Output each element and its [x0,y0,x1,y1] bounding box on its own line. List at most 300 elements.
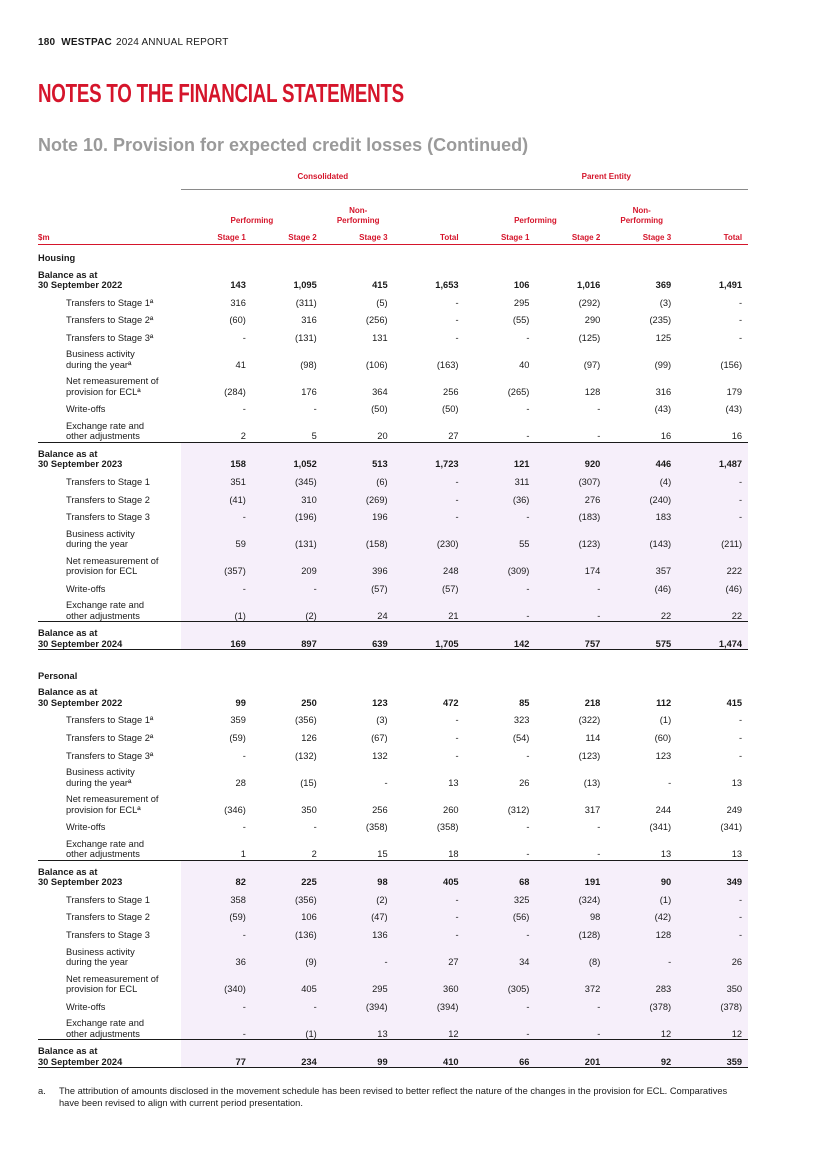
row-label: Exchange rate and other adjustments [66,838,145,860]
table-row [38,505,748,523]
value-cell: 15 [377,849,388,860]
table-row [38,923,748,941]
value-cell: - [181,1012,252,1040]
value-cell: (131) [295,332,317,343]
value-cell: 472 [443,697,459,708]
table-row [38,968,748,995]
table-row [38,905,748,923]
value-cell: 295 [323,968,394,995]
value-cell: - [455,750,459,761]
non-performing-label: Non- Performing [336,205,380,225]
table-row [38,370,748,397]
value-cell: (340) [181,968,252,995]
table-row [38,577,748,595]
table-row [38,415,748,443]
value-cell: (322) [578,715,601,726]
value-cell: (56) [465,905,536,923]
value-cell: - [526,750,530,761]
value-cell: 295 [513,297,530,308]
value-cell: 176 [301,386,317,397]
value-cell: (324) [535,888,606,906]
value-cell: (57) [394,577,465,595]
footnote-label: a. [38,1086,46,1096]
footnote-text: The attribution of amounts disclosed in the movement schedule has been revised to better reflect the nature of the changes in the provision for ECL. Comparatives have been revised to align with current period presentation. [59,1086,728,1108]
value-cell: (307) [535,470,606,488]
value-cell: - [738,297,743,308]
value-cell: 55 [465,523,536,550]
value-cell: - [677,905,748,923]
row-label: Business activity during the year [66,528,135,550]
value-cell: 123 [655,750,672,761]
value-cell: (4) [606,470,677,488]
value-cell: - [394,470,465,488]
value-cell: - [526,332,530,343]
section-label: Personal [38,670,78,681]
group-consolidated: Consolidated [181,168,465,189]
row-label: Net remeasurement of provision for ECLª [66,794,159,815]
section-row [38,662,748,681]
value-cell: 364 [372,386,388,397]
value-cell: - [252,995,323,1013]
value-cell: 125 [655,332,672,343]
table-row [38,622,748,650]
row-label: Write-offs [66,1001,106,1012]
value-cell: (43) [654,404,672,415]
row-label: Transfers to Stage 2ª [66,315,154,326]
value-cell: (136) [252,923,323,941]
value-cell: (123) [535,523,606,550]
table-row [38,761,748,788]
row-label: Transfers to Stage 1ª [66,297,154,308]
value-cell: (196) [252,505,323,523]
value-cell: 209 [252,550,323,577]
table-row [38,681,748,708]
value-cell: 123 [372,697,388,708]
value-cell: - [465,1012,536,1040]
note-title: Note 10. Provision for expected credit losses (Continued) [38,135,529,155]
value-cell: 12 [394,1012,465,1040]
value-cell: - [677,505,748,523]
value-cell: - [677,888,748,906]
value-cell: 316 [655,386,672,397]
value-cell: 169 [181,622,252,650]
value-cell: (46) [606,577,677,595]
table-row [38,291,748,309]
table-row [38,744,748,762]
value-cell: - [455,315,459,326]
value-cell: 256 [372,804,388,815]
value-cell: (1) [659,715,672,726]
value-cell: (41) [181,488,252,506]
non-performing-label: Non- Performing [620,205,664,225]
value-cell: 2 [311,849,317,860]
report-title: 2024 ANNUAL REPORT [115,37,229,48]
value-cell: - [526,404,530,415]
value-cell: 126 [301,733,317,744]
value-cell: (8) [535,941,606,968]
row-label: Net remeasurement of provision for ECLª [66,376,159,397]
brand-name: WESTPAC [61,37,112,48]
table-row [38,550,748,577]
table-row [38,488,748,506]
col-header-stage3: Stage 3 [606,226,677,245]
col-header-stage1: Stage 1 [181,226,252,245]
value-cell: (211) [677,523,748,550]
value-cell: - [242,332,246,343]
value-cell: - [738,750,743,761]
table-row [38,708,748,726]
value-cell: 36 [181,941,252,968]
value-cell: 174 [535,550,606,577]
value-cell: 357 [606,550,677,577]
row-label: Transfers to Stage 3ª [66,332,154,343]
value-cell: 5 [311,431,317,442]
value-cell: - [738,332,743,343]
value-cell: 1,474 [677,622,748,650]
value-cell: 85 [519,697,530,708]
col-header-stage1: Stage 1 [465,226,536,245]
value-cell: 2 [240,431,246,442]
value-cell: (60) [229,315,246,326]
value-cell: (57) [323,577,394,595]
value-cell: (55) [512,315,530,326]
value-cell: 179 [726,386,743,397]
value-cell: 121 [465,442,536,470]
table-row [38,1012,748,1040]
value-cell: (345) [252,470,323,488]
table-row [38,470,748,488]
value-cell: (394) [394,995,465,1013]
value-cell: 92 [606,1040,677,1068]
page-header [38,37,229,48]
value-cell: 13 [323,1012,394,1040]
row-label: Balance as at 30 September 2024 [38,622,181,650]
value-cell: (59) [229,733,246,744]
table-row [38,941,748,968]
value-cell: (99) [654,359,672,370]
value-cell: (358) [365,822,388,833]
page-number: 180 [38,37,56,48]
value-cell: (9) [252,941,323,968]
value-cell: 351 [181,470,252,488]
table-row [38,326,748,344]
value-cell: (46) [677,577,748,595]
value-cell: (378) [677,995,748,1013]
table-row [38,343,748,370]
value-cell: - [535,594,606,622]
value-cell: (292) [578,297,601,308]
value-cell: - [597,431,601,442]
value-cell: 1,491 [718,280,743,291]
value-cell: - [455,332,459,343]
value-cell: (356) [252,888,323,906]
row-label: Business activity during the year [66,946,135,967]
value-cell: 513 [323,442,394,470]
value-cell: 225 [252,860,323,888]
value-cell: - [606,941,677,968]
row-label: Balance as at 30 September 2022 [38,269,123,291]
value-cell: (358) [436,822,459,833]
value-cell: - [677,488,748,506]
col-header-total: Total [677,226,748,245]
value-cell: (341) [649,822,672,833]
row-label: Balance as at 30 September 2023 [38,860,181,888]
value-cell: - [181,505,252,523]
value-cell: (132) [295,750,317,761]
value-cell: 349 [677,860,748,888]
table-row [38,815,748,833]
value-cell: (42) [606,905,677,923]
value-cell: - [526,849,530,860]
value-cell: 325 [465,888,536,906]
row-label: Transfers to Stage 3 [66,930,150,940]
value-cell: 34 [465,941,536,968]
value-cell: 218 [584,697,601,708]
row-label: Exchange rate and other adjustments [66,1018,145,1039]
value-cell: (305) [465,968,536,995]
value-cell: 136 [323,923,394,941]
value-cell: (98) [300,359,317,370]
row-label: Balance as at 30 September 2023 [38,442,181,470]
value-cell: 222 [677,550,748,577]
value-cell: (230) [394,523,465,550]
value-cell: 201 [535,1040,606,1068]
value-cell: (1) [181,594,252,622]
value-cell: 90 [606,860,677,888]
value-cell: (265) [507,386,530,397]
table-row [38,788,748,815]
value-cell: 410 [394,1040,465,1068]
value-cell: (1) [252,1012,323,1040]
value-cell: 196 [323,505,394,523]
value-cell: 244 [655,804,672,815]
value-cell: (131) [252,523,323,550]
value-cell: 249 [726,804,743,815]
value-cell: (284) [224,386,246,397]
row-label: Transfers to Stage 2 [66,494,150,505]
value-cell: 405 [394,860,465,888]
value-cell: (235) [649,315,672,326]
value-cell: (143) [606,523,677,550]
value-cell: - [597,849,601,860]
value-cell: 106 [252,905,323,923]
value-cell: 1,487 [677,442,748,470]
value-cell: 358 [181,888,252,906]
row-label: Transfers to Stage 2ª [66,733,154,744]
value-cell: 131 [372,332,388,343]
value-cell: 26 [519,777,530,788]
value-cell: 128 [584,386,601,397]
value-cell: (1) [606,888,677,906]
value-cell: 316 [230,297,246,308]
value-cell: (43) [725,404,743,415]
row-label: Balance as at 30 September 2024 [38,1040,181,1068]
value-cell: - [394,505,465,523]
value-cell: (50) [371,404,388,415]
value-cell: 415 [726,697,743,708]
table-row [38,860,748,888]
value-cell: 1,723 [394,442,465,470]
value-cell: (67) [371,733,388,744]
value-cell: (106) [365,359,388,370]
value-cell: 28 [235,777,246,788]
value-cell: - [535,1012,606,1040]
value-cell: - [181,923,252,941]
section-title: NOTES TO THE FINANCIAL STATEMENTS [38,78,404,108]
value-cell: (125) [578,332,601,343]
value-cell: 16 [660,431,672,442]
value-cell: - [526,431,530,442]
row-label: Business activity during the yearª [66,349,135,370]
value-cell: 59 [181,523,252,550]
value-cell: - [313,822,317,833]
value-cell: 12 [606,1012,677,1040]
value-cell: (6) [323,470,394,488]
value-cell: (183) [535,505,606,523]
value-cell: - [526,822,530,833]
value-cell: 22 [677,594,748,622]
value-cell: 256 [443,386,459,397]
value-cell: - [597,404,601,415]
table-row [38,308,748,326]
value-cell: 16 [731,431,743,442]
value-cell: 372 [535,968,606,995]
value-cell: 1,095 [293,280,317,291]
row-label: Transfers to Stage 1ª [66,715,154,726]
value-cell: (13) [583,777,601,788]
value-cell: - [668,777,672,788]
value-cell: - [181,577,252,595]
value-cell: (3) [376,715,388,726]
value-cell: (54) [512,733,530,744]
value-cell: - [677,923,748,941]
value-cell: 323 [513,715,530,726]
value-cell: (47) [323,905,394,923]
row-label: Write-offs [66,822,106,833]
value-cell: 350 [677,968,748,995]
section-label: Housing [38,253,76,264]
value-cell: - [465,577,536,595]
value-cell: - [535,577,606,595]
value-cell: 359 [230,715,246,726]
value-cell: - [252,577,323,595]
value-cell: (311) [295,297,317,308]
value-cell: 82 [181,860,252,888]
value-cell: (158) [323,523,394,550]
value-cell: (156) [720,359,743,370]
value-cell: 1,016 [577,280,601,291]
value-cell: (97) [583,359,601,370]
value-cell: 13 [731,777,743,788]
value-cell: 311 [465,470,536,488]
row-label: Transfers to Stage 2 [66,912,150,923]
value-cell: 316 [301,315,317,326]
value-cell: 99 [323,1040,394,1068]
value-cell: 132 [372,750,388,761]
value-cell: 13 [660,849,672,860]
value-cell: 18 [448,849,459,860]
value-cell: 1 [240,849,246,860]
value-cell: 40 [519,359,530,370]
value-cell: (3) [659,297,672,308]
value-cell: - [535,995,606,1013]
value-cell: - [465,594,536,622]
value-cell: 99 [235,697,246,708]
row-label: Exchange rate and other adjustments [66,420,145,442]
value-cell: 369 [655,280,672,291]
table-row [38,1040,748,1068]
value-cell: (60) [654,733,672,744]
performing-label: Performing [230,215,274,225]
value-cell: - [738,715,743,726]
row-label: Write-offs [66,404,106,415]
col-header-stage3: Stage 3 [323,226,394,245]
value-cell: 12 [677,1012,748,1040]
value-cell: 446 [606,442,677,470]
value-cell: (5) [376,297,388,308]
value-cell: - [384,777,388,788]
table-row [38,594,748,622]
row-label: Transfers to Stage 1 [66,477,150,488]
value-cell: (357) [181,550,252,577]
value-cell: 317 [584,804,601,815]
value-cell: 21 [394,594,465,622]
row-label: Business activity during the yearª [66,767,135,788]
value-cell: (312) [507,804,530,815]
value-cell: 98 [535,905,606,923]
row-label: Transfers to Stage 3ª [66,750,154,761]
table-row [38,264,748,291]
row-label: Exchange rate and other adjustments [66,600,145,621]
table-row [38,833,748,861]
value-cell: - [242,822,246,833]
value-cell: (378) [606,995,677,1013]
value-cell: - [394,888,465,906]
table-row [38,523,748,550]
value-cell: 1,653 [435,280,459,291]
value-cell: (59) [181,905,252,923]
value-cell: 1,052 [252,442,323,470]
value-cell: - [465,505,536,523]
value-cell: 20 [377,431,388,442]
value-cell: 13 [448,777,459,788]
value-cell: (36) [465,488,536,506]
value-cell: - [465,923,536,941]
value-cell: - [455,733,459,744]
value-cell: - [323,941,394,968]
table-row [38,397,748,415]
footnote [38,1085,738,1109]
value-cell: 639 [323,622,394,650]
value-cell: 158 [181,442,252,470]
row-label: Net remeasurement of provision for ECL [66,973,159,994]
value-cell: 575 [606,622,677,650]
value-cell: (50) [442,404,459,415]
value-cell: 1,705 [394,622,465,650]
value-cell: (346) [224,804,246,815]
value-cell: - [455,715,459,726]
value-cell: 290 [584,315,601,326]
value-cell: 41 [235,359,246,370]
value-cell: 68 [465,860,536,888]
value-cell: - [738,315,743,326]
value-cell: 27 [448,431,459,442]
value-cell: 22 [606,594,677,622]
col-header-stage2: Stage 2 [535,226,606,245]
value-cell: (240) [606,488,677,506]
value-cell: 360 [394,968,465,995]
table-row [38,888,748,906]
